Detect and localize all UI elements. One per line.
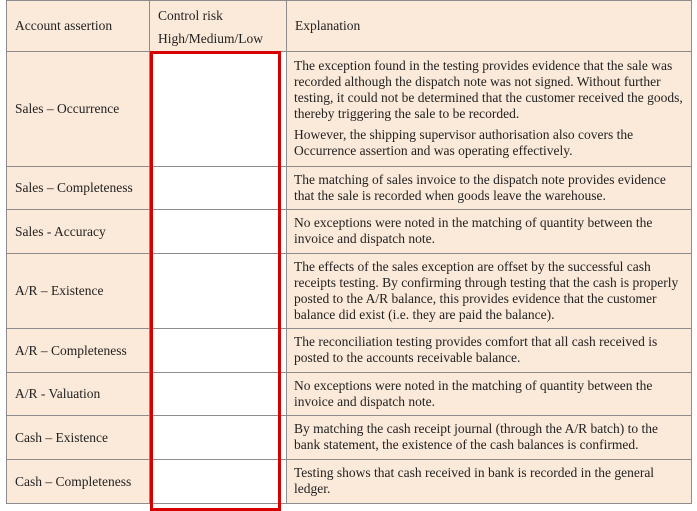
table-row [7,210,692,254]
header-row [7,1,692,52]
header-control-risk [150,1,287,52]
explanation-cell: The reconciliation testing provides comfort that all cash received is posted to the accounts receivable balance. [287,329,692,373]
explanation-cell: The matching of sales invoice to the dispatch note provides evidence that the sale is recorded when goods leave the warehouse. [287,167,692,210]
table-row [7,167,692,210]
control-risk-input-cell[interactable] [150,373,287,416]
control-risk-input-cell[interactable] [150,210,287,254]
control-risk-input-cell[interactable] [150,460,287,504]
explanation-cell: By matching the cash receipt journal (through the A/R batch) to the bank statement, the existence of the cash balances is confirmed. [287,416,692,460]
table-row [7,373,692,416]
explanation-cell: No exceptions were noted in the matching of quantity between the invoice and dispatch note. [287,373,692,416]
assertion-cell: Cash – Completeness [7,460,150,504]
control-risk-input-cell[interactable] [150,254,287,329]
control-risk-input-cell[interactable] [150,167,287,210]
assertion-cell: A/R – Existence [7,254,150,329]
table-row [7,254,692,329]
assertion-cell: Cash – Existence [7,416,150,460]
explanation-cell: The effects of the sales exception are offset by the successful cash receipts testing. By confirming through testing that the cash is properly posted to the A/R balance, this provides evidence that the customer balance did exist (i.e. they are paid the balance). [287,254,692,329]
assertion-cell: A/R - Valuation [7,373,150,416]
explanation-text: The exception found in the testing provides evidence that the sale was recorded although the dispatch note was not signed. Without further testing, it could not be determined that the customer received the goods, thereby triggering the sale to be recorded. [294,58,683,121]
explanation-text-2: However, the shipping supervisor authorisation also covers the Occurrence assertion and was operating effectively. [294,127,634,158]
control-risk-table [6,0,692,504]
header-account-assertion: Account assertion [7,1,150,52]
control-risk-input-cell[interactable] [150,329,287,373]
assertion-cell: A/R – Completeness [7,329,150,373]
explanation-cell: No exceptions were noted in the matching of quantity between the invoice and dispatch note. [287,210,692,254]
table-row [7,329,692,373]
header-explanation: Explanation [287,1,692,52]
control-risk-input-cell[interactable] [150,416,287,460]
explanation-cell: Testing shows that cash received in bank is recorded in the general ledger. [287,460,692,504]
table-row [7,52,692,167]
assertion-cell: Sales - Accuracy [7,210,150,254]
assertion-cell: Sales – Completeness [7,167,150,210]
header-control-risk-line1: Control risk [158,8,223,23]
control-risk-input-cell[interactable] [150,52,287,167]
table-row [7,460,692,504]
table-row [7,416,692,460]
assertion-cell: Sales – Occurrence [7,52,150,167]
explanation-cell [287,52,692,167]
header-control-risk-line2: High/Medium/Low [158,31,263,46]
